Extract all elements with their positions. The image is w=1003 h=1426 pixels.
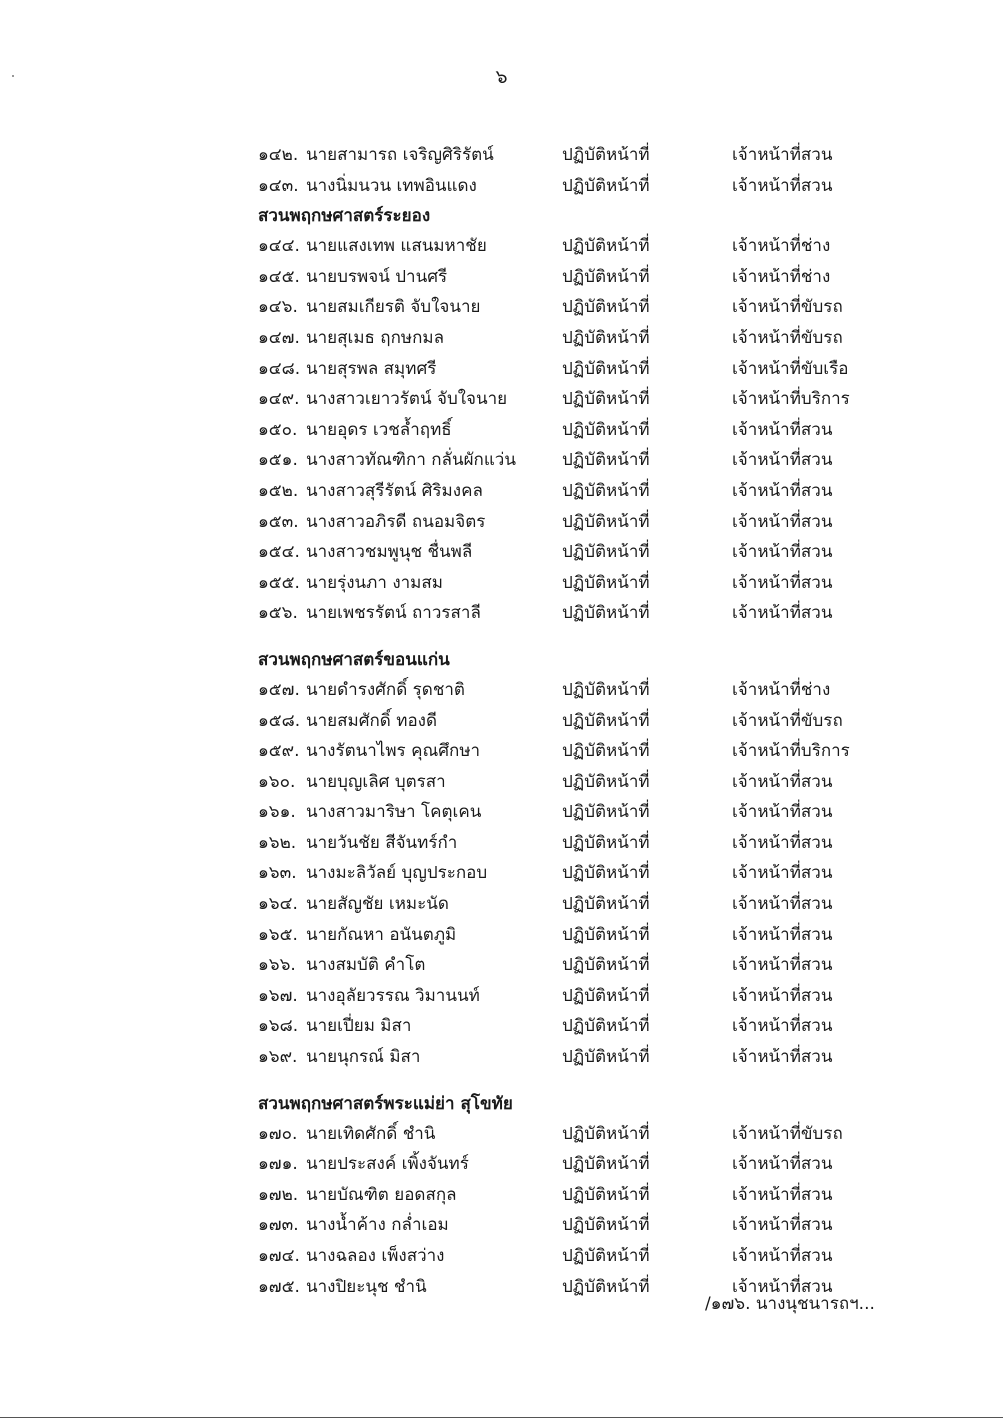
staff-position: เจ้าหน้าที่ขับรถ bbox=[732, 1123, 843, 1144]
staff-position: เจ้าหน้าที่สวน bbox=[732, 480, 833, 501]
row-number: ๑๗๐. bbox=[258, 1123, 298, 1144]
duty-type: ปฏิบัติหน้าที่ bbox=[562, 327, 650, 348]
staff-name: นางสาวชมพูนุช ชื่นพลี bbox=[306, 542, 473, 563]
staff-name: นายอุดร เวชล้ำฤทธิ์ bbox=[306, 419, 452, 440]
staff-name: นายประสงค์ เพิ้งจันทร์ bbox=[306, 1154, 469, 1175]
row-number: ๑๖๒. bbox=[258, 832, 297, 853]
staff-position: เจ้าหน้าที่ช่าง bbox=[732, 679, 831, 700]
duty-type: ปฏิบัติหน้าที่ bbox=[562, 1047, 650, 1068]
staff-name: นางสมบัติ คำโต bbox=[306, 955, 426, 976]
duty-type: ปฏิบัติหน้าที่ bbox=[562, 603, 650, 624]
staff-position: เจ้าหน้าที่สวน bbox=[732, 419, 833, 440]
row-number: ๑๕๙. bbox=[258, 741, 300, 762]
staff-row bbox=[258, 858, 958, 889]
staff-position: เจ้าหน้าที่ขับรถ bbox=[732, 710, 843, 731]
row-number: ๑๖๐. bbox=[258, 771, 296, 792]
row-number: ๑๖๓. bbox=[258, 863, 297, 884]
duty-type: ปฏิบัติหน้าที่ bbox=[562, 389, 650, 410]
row-number: ๑๔๖. bbox=[258, 297, 298, 318]
staff-name: นางสาวมาริษา โคตุเคน bbox=[306, 802, 482, 823]
row-number: ๑๕๒. bbox=[258, 480, 299, 501]
staff-position: เจ้าหน้าที่สวน bbox=[732, 924, 833, 945]
staff-row bbox=[258, 889, 958, 920]
staff-row bbox=[258, 981, 958, 1012]
duty-type: ปฏิบัติหน้าที่ bbox=[562, 266, 650, 287]
staff-position: เจ้าหน้าที่สวน bbox=[732, 863, 833, 884]
duty-type: ปฏิบัติหน้าที่ bbox=[562, 863, 650, 884]
staff-row bbox=[258, 140, 958, 171]
row-number: ๑๗๔. bbox=[258, 1246, 300, 1266]
row-number: ๑๔๔. bbox=[258, 236, 300, 257]
staff-position: เจ้าหน้าที่สวน bbox=[732, 1047, 833, 1068]
staff-position: เจ้าหน้าที่บริการ bbox=[732, 389, 850, 410]
staff-position: เจ้าหน้าที่สวน bbox=[732, 1215, 833, 1236]
row-number: ๑๔๙. bbox=[258, 389, 300, 410]
staff-row bbox=[258, 767, 958, 798]
staff-name: นายสมเกียรติ จับใจนาย bbox=[306, 297, 481, 318]
staff-position: เจ้าหน้าที่สวน bbox=[732, 603, 833, 624]
staff-position: เจ้าหน้าที่ขับเรือ bbox=[732, 358, 849, 379]
row-number: ๑๔๒. bbox=[258, 145, 299, 165]
staff-position: เจ้าหน้าที่สวน bbox=[732, 450, 833, 471]
staff-name: นางสาวเยาวรัตน์ จับใจนาย bbox=[306, 389, 508, 410]
duty-type: ปฏิบัติหน้าที่ bbox=[562, 894, 650, 915]
staff-position: เจ้าหน้าที่สวน bbox=[732, 894, 833, 915]
staff-name: นายเทิดศักดิ์ ชำนิ bbox=[306, 1123, 436, 1144]
duty-type: ปฏิบัติหน้าที่ bbox=[562, 175, 650, 196]
staff-position: เจ้าหน้าที่บริการ bbox=[732, 741, 850, 762]
staff-row bbox=[258, 920, 958, 951]
row-number: ๑๗๒. bbox=[258, 1184, 299, 1205]
staff-row bbox=[258, 171, 958, 202]
staff-name: นายสัญชัย เหมะนัด bbox=[306, 894, 449, 915]
row-number: ๑๖๗. bbox=[258, 985, 298, 1006]
staff-list bbox=[258, 140, 958, 1302]
group-title: สวนพฤกษศาสตร์ขอนแก่น bbox=[258, 649, 450, 670]
row-number: ๑๕๔. bbox=[258, 542, 300, 563]
staff-name: นางสาวอภิรดี ถนอมจิตร bbox=[306, 511, 486, 532]
row-number: ๑๔๘. bbox=[258, 358, 301, 379]
row-number: ๑๗๕. bbox=[258, 1276, 300, 1297]
row-number: ๑๗๓. bbox=[258, 1215, 299, 1236]
staff-position: เจ้าหน้าที่ช่าง bbox=[732, 266, 831, 287]
staff-position: เจ้าหน้าที่สวน bbox=[732, 985, 833, 1006]
row-number: ๑๕๐. bbox=[258, 419, 298, 440]
staff-position: เจ้าหน้าที่สวน bbox=[732, 1184, 833, 1205]
staff-name: นางฉลอง เพ็งสว่าง bbox=[306, 1246, 445, 1266]
duty-type: ปฏิบัติหน้าที่ bbox=[562, 450, 650, 471]
duty-type: ปฏิบัติหน้าที่ bbox=[562, 1215, 650, 1236]
staff-name: นายสุเมธ ฤกษกมล bbox=[306, 327, 445, 348]
staff-position: เจ้าหน้าที่สวน bbox=[732, 802, 833, 823]
staff-row bbox=[258, 384, 958, 415]
staff-row bbox=[258, 292, 958, 323]
staff-name: นายเพชรรัตน์ ถาวรสาลี bbox=[306, 603, 481, 624]
duty-type: ปฏิบัติหน้าที่ bbox=[562, 771, 650, 792]
bottom-rule bbox=[0, 1417, 1003, 1418]
staff-name: นายสุรพล สมุทศรี bbox=[306, 358, 437, 379]
staff-position: เจ้าหน้าที่สวน bbox=[732, 1276, 833, 1297]
staff-name: นายกัณหา อนันตภูมิ bbox=[306, 924, 457, 945]
staff-position: เจ้าหน้าที่สวน bbox=[732, 1246, 833, 1266]
staff-row bbox=[258, 537, 958, 568]
staff-position: เจ้าหน้าที่สวน bbox=[732, 771, 833, 792]
staff-row bbox=[258, 507, 958, 538]
duty-type: ปฏิบัติหน้าที่ bbox=[562, 145, 650, 165]
staff-name: นายบัณฑิต ยอดสกุล bbox=[306, 1184, 457, 1205]
duty-type: ปฏิบัติหน้าที่ bbox=[562, 832, 650, 853]
duty-type: ปฏิบัติหน้าที่ bbox=[562, 1016, 650, 1037]
staff-name: นายเปี่ยม มิสา bbox=[306, 1016, 412, 1037]
duty-type: ปฏิบัติหน้าที่ bbox=[562, 679, 650, 700]
staff-name: นายรุ่งนภา งามสม bbox=[306, 572, 443, 593]
group-title: สวนพฤกษศาสตร์ระยอง bbox=[258, 206, 431, 227]
staff-row bbox=[258, 706, 958, 737]
staff-name: นางปิยะนุช ชำนิ bbox=[306, 1276, 427, 1297]
duty-type: ปฏิบัติหน้าที่ bbox=[562, 955, 650, 976]
row-number: ๑๗๑. bbox=[258, 1154, 298, 1175]
staff-name: นางนิ่มนวน เทพอินแดง bbox=[306, 175, 477, 196]
row-number: ๑๖๔. bbox=[258, 894, 298, 915]
staff-name: นางอุลัยวรรณ วิมานนท์ bbox=[306, 985, 480, 1006]
staff-row bbox=[258, 736, 958, 767]
staff-position: เจ้าหน้าที่สวน bbox=[732, 832, 833, 853]
staff-name: นายแสงเทพ แสนมหาชัย bbox=[306, 236, 487, 257]
duty-type: ปฏิบัติหน้าที่ bbox=[562, 572, 650, 593]
staff-row bbox=[258, 950, 958, 981]
staff-position: เจ้าหน้าที่สวน bbox=[732, 1154, 833, 1175]
group-spacer bbox=[258, 1073, 958, 1089]
staff-name: นายวันชัย สีจันทร์กำ bbox=[306, 832, 458, 853]
duty-type: ปฏิบัติหน้าที่ bbox=[562, 480, 650, 501]
staff-name: นายดำรงศักดิ์ รุดชาติ bbox=[306, 679, 465, 700]
staff-row bbox=[258, 323, 958, 354]
row-number: ๑๖๕. bbox=[258, 924, 298, 945]
staff-name: นางสาวสุรีรัตน์ ศิริมงคล bbox=[306, 480, 483, 501]
staff-row bbox=[258, 568, 958, 599]
group-title: สวนพฤกษศาสตร์พระแม่ย่า สุโขทัย bbox=[258, 1093, 513, 1114]
staff-name: นางสาวทัณฑิกา กลั่นผักแว่น bbox=[306, 450, 516, 471]
staff-position: เจ้าหน้าที่ช่าง bbox=[732, 236, 831, 257]
duty-type: ปฏิบัติหน้าที่ bbox=[562, 419, 650, 440]
row-number: ๑๔๕. bbox=[258, 266, 300, 287]
staff-row bbox=[258, 231, 958, 262]
staff-row bbox=[258, 1042, 958, 1073]
row-number: ๑๕๑. bbox=[258, 450, 298, 471]
duty-type: ปฏิบัติหน้าที่ bbox=[562, 511, 650, 532]
staff-position: เจ้าหน้าที่ขับรถ bbox=[732, 327, 843, 348]
row-number: ๑๖๘. bbox=[258, 1016, 299, 1037]
duty-type: ปฏิบัติหน้าที่ bbox=[562, 741, 650, 762]
continuation-note: /๑๗๖. นางนุชนารถฯ... bbox=[705, 1294, 875, 1314]
row-number: ๑๖๙. bbox=[258, 1047, 298, 1068]
staff-position: เจ้าหน้าที่สวน bbox=[732, 572, 833, 593]
duty-type: ปฏิบัติหน้าที่ bbox=[562, 710, 650, 731]
staff-position: เจ้าหน้าที่สวน bbox=[732, 175, 833, 196]
duty-type: ปฏิบัติหน้าที่ bbox=[562, 297, 650, 318]
staff-row bbox=[258, 1210, 958, 1241]
duty-type: ปฏิบัติหน้าที่ bbox=[562, 1246, 650, 1266]
staff-row bbox=[258, 1180, 958, 1211]
staff-position: เจ้าหน้าที่สวน bbox=[732, 955, 833, 976]
staff-row bbox=[258, 354, 958, 385]
staff-row bbox=[258, 1011, 958, 1042]
staff-row bbox=[258, 1149, 958, 1180]
staff-row bbox=[258, 415, 958, 446]
staff-name: นายสมศักดิ์ ทองดี bbox=[306, 710, 437, 731]
row-number: ๑๕๘. bbox=[258, 710, 301, 731]
staff-name: นายบุญเลิศ บุตรสา bbox=[306, 771, 446, 792]
staff-row bbox=[258, 1119, 958, 1150]
staff-row bbox=[258, 675, 958, 706]
staff-row bbox=[258, 262, 958, 293]
staff-name: นางน้ำค้าง กล่ำเอม bbox=[306, 1215, 449, 1236]
staff-position: เจ้าหน้าที่ขับรถ bbox=[732, 297, 843, 318]
staff-name: นายสามารถ เจริญศิริรัตน์ bbox=[306, 145, 494, 165]
row-number: ๑๕๕. bbox=[258, 572, 300, 593]
staff-row bbox=[258, 797, 958, 828]
row-number: ๑๕๗. bbox=[258, 679, 300, 700]
row-number: ๑๔๓. bbox=[258, 175, 299, 196]
staff-row bbox=[258, 598, 958, 629]
duty-type: ปฏิบัติหน้าที่ bbox=[562, 1154, 650, 1175]
duty-type: ปฏิบัติหน้าที่ bbox=[562, 1123, 650, 1144]
staff-row bbox=[258, 445, 958, 476]
row-number: ๑๖๖. bbox=[258, 955, 296, 976]
row-number: ๑๔๗. bbox=[258, 327, 300, 348]
staff-position: เจ้าหน้าที่สวน bbox=[732, 542, 833, 563]
duty-type: ปฏิบัติหน้าที่ bbox=[562, 542, 650, 563]
duty-type: ปฏิบัติหน้าที่ bbox=[562, 236, 650, 257]
duty-type: ปฏิบัติหน้าที่ bbox=[562, 1276, 650, 1297]
staff-position: เจ้าหน้าที่สวน bbox=[732, 511, 833, 532]
staff-row bbox=[258, 476, 958, 507]
staff-position: เจ้าหน้าที่สวน bbox=[732, 1016, 833, 1037]
staff-name: นางมะลิวัลย์ บุญประกอบ bbox=[306, 863, 488, 884]
row-number: ๑๕๓. bbox=[258, 511, 299, 532]
staff-name: นายบรพจน์ ปานศรี bbox=[306, 266, 448, 287]
row-number: ๑๕๖. bbox=[258, 603, 298, 624]
staff-name: นายนุกรณ์ มิสา bbox=[306, 1047, 421, 1068]
duty-type: ปฏิบัติหน้าที่ bbox=[562, 802, 650, 823]
staff-row bbox=[258, 1241, 958, 1272]
duty-type: ปฏิบัติหน้าที่ bbox=[562, 924, 650, 945]
staff-row bbox=[258, 828, 958, 859]
group-spacer bbox=[258, 629, 958, 645]
page-number: ๖ bbox=[495, 66, 508, 88]
staff-name: นางรัตนาไพร คุณศึกษา bbox=[306, 741, 481, 762]
duty-type: ปฏิบัติหน้าที่ bbox=[562, 1184, 650, 1205]
row-number: ๑๖๑. bbox=[258, 802, 296, 823]
duty-type: ปฏิบัติหน้าที่ bbox=[562, 985, 650, 1006]
duty-type: ปฏิบัติหน้าที่ bbox=[562, 358, 650, 379]
staff-position: เจ้าหน้าที่สวน bbox=[732, 145, 833, 165]
